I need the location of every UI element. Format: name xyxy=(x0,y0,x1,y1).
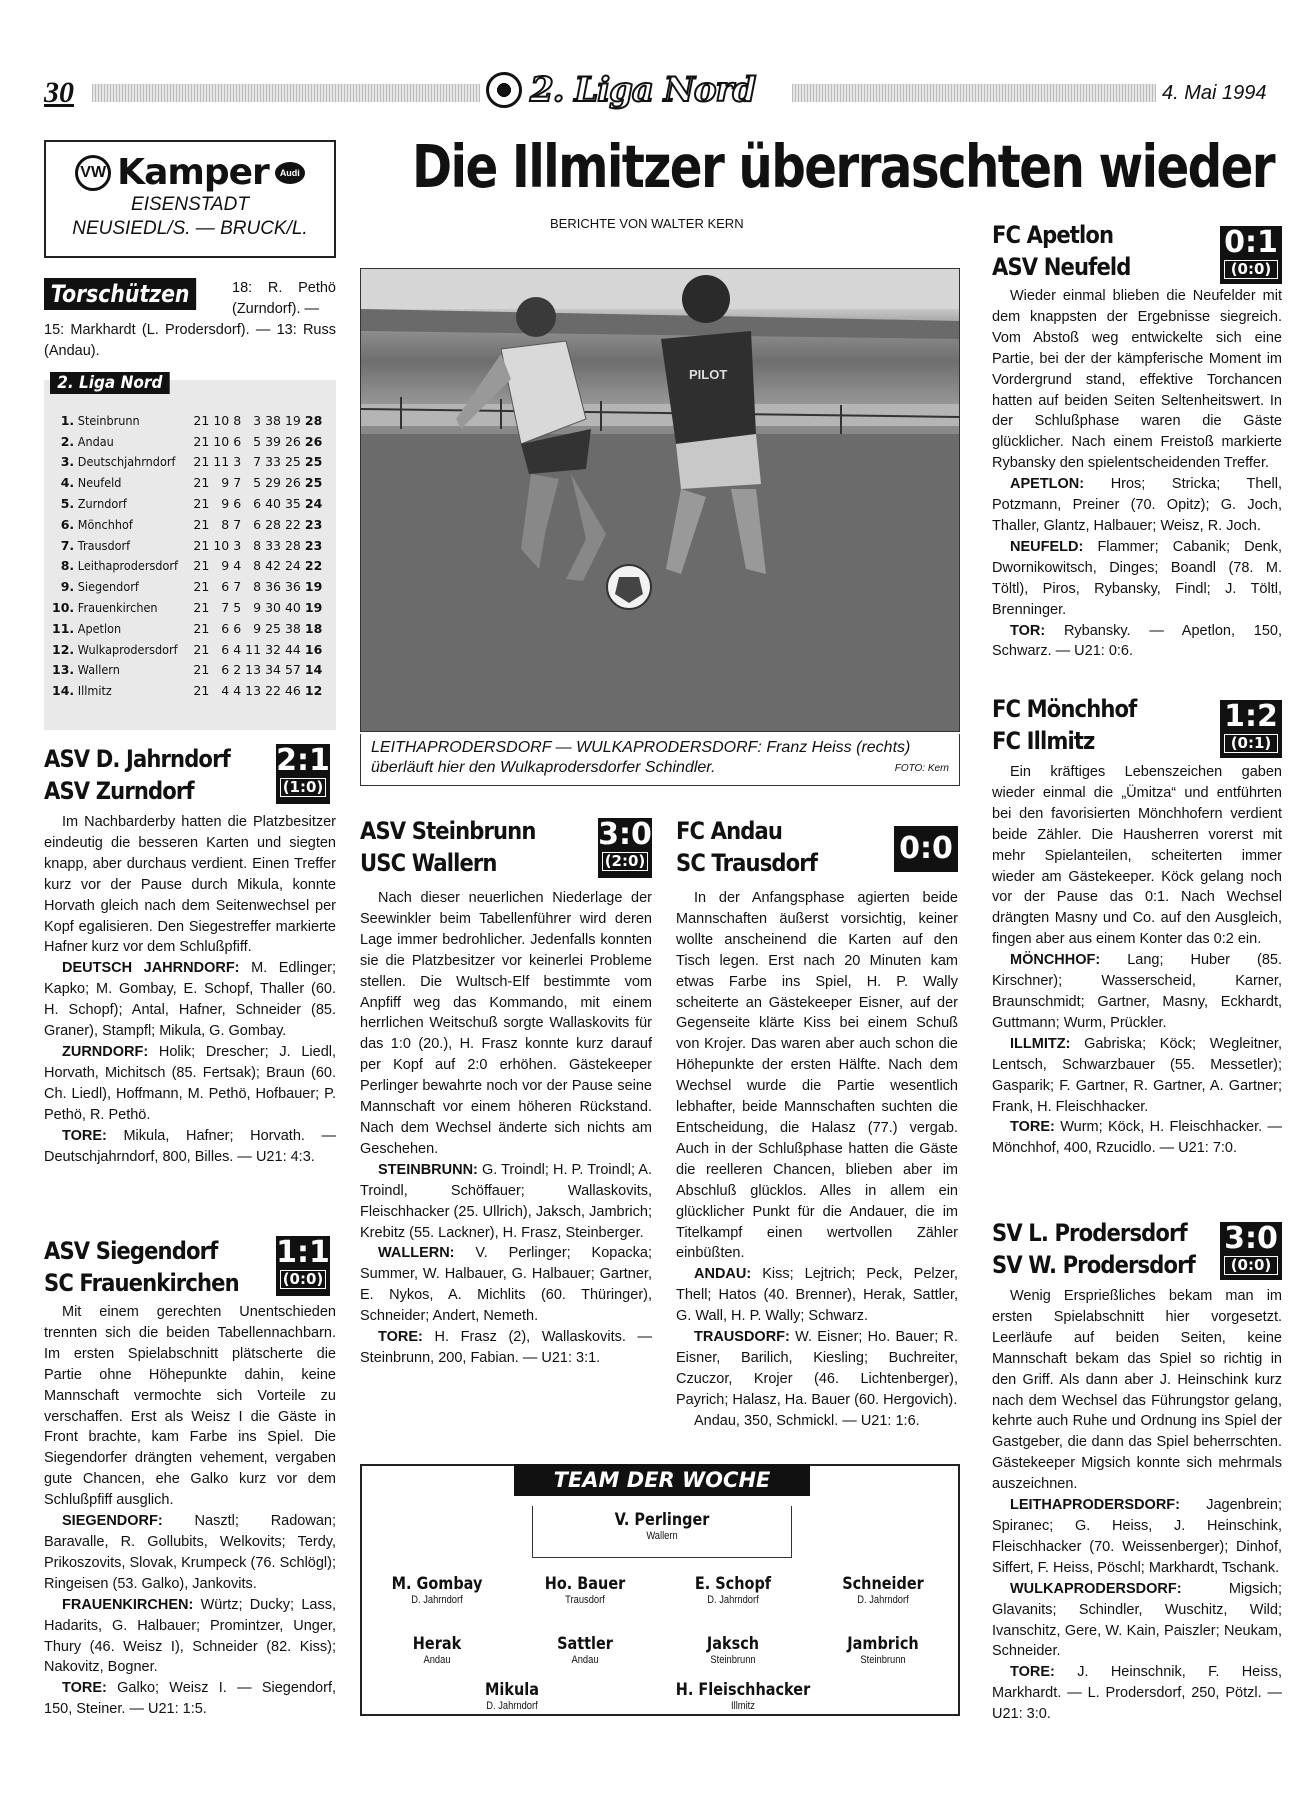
table-cell: 22 xyxy=(284,516,301,532)
m3-report xyxy=(360,888,652,1369)
m3-team2: USC Wallern xyxy=(360,849,497,877)
table-cell: 25 xyxy=(304,454,323,470)
table-cell: 19 xyxy=(304,600,323,616)
table-cell: 21 xyxy=(193,412,210,428)
table-cell: 35 xyxy=(284,496,301,512)
player-name: V. Perlinger xyxy=(614,1510,710,1530)
table-cell: 14 xyxy=(304,662,323,678)
table-cell: 23 xyxy=(304,537,323,553)
table-cell: 21 xyxy=(193,516,210,532)
table-cell: 9 xyxy=(253,620,262,636)
table-cell: 36 xyxy=(284,579,301,595)
m3-team1: ASV Steinbrunn xyxy=(360,817,536,845)
player-name: Herak xyxy=(412,1634,462,1654)
player-club: Trausdorf xyxy=(565,1594,605,1606)
table-cell: 4 xyxy=(233,558,242,574)
m7-team1: SV L. Prodersdorf xyxy=(992,1219,1187,1247)
table-row xyxy=(50,514,324,535)
m3-text: Nach dieser neuerlichen Niederlage der Seewinkler beim Tabellenführer wird deren Lage immer bedrohlicher. Jedenfalls konnten sie die Platzbesitzer vor keinerlei Probleme stellen. Die Wultsch-Elf bestimmte vom Anpfiff weg das Kommando, mit einem herrlichen Weitschuß sorgte Wallaskovits für das 1:0 (20.), H. Frasz konnte kurz darauf per Kopf auf 2:0 erhöhen. Gästekeeper Perlinger bewahrte noch vor der Pause seine Mannschaft vor einem höheren Rückstand. Nach dem Wechsel änderte sich nichts am Geschehen. xyxy=(360,890,652,1157)
table-cell: 11. xyxy=(52,620,75,636)
table-cell: 19 xyxy=(304,579,323,595)
table-cell: 21 xyxy=(193,475,210,491)
m1-lineup1-head: DEUTSCH JAHRNDORF: xyxy=(62,960,240,977)
m3-lineup2-head: WALLERN: xyxy=(378,1245,455,1262)
team-player xyxy=(819,1574,947,1606)
table-cell: 8 xyxy=(233,412,242,428)
m5-halftime: (0:0) xyxy=(1224,260,1278,279)
table-row xyxy=(50,639,324,660)
table-cell: 42 xyxy=(265,558,281,574)
m5-report xyxy=(992,286,1282,662)
match-photo xyxy=(360,268,960,732)
table-cell: 21 xyxy=(193,433,210,449)
m3-lineup1: G. Troindl; H. P. Troindl; A. Troindl, Schöffauer; Wallaskovits, Fleischhacker (25. Ullrich), Jaksch, Jambrich; Krebitz (55. Lackner), H. Frasz, Steinberger. xyxy=(360,1161,652,1241)
byline: BERICHTE VON WALTER KERN xyxy=(550,216,744,231)
m7-goals-head: TORE: xyxy=(1010,1664,1055,1681)
m2-lineup2-head: FRAUENKIRCHEN: xyxy=(62,1596,194,1613)
table-cell: 30 xyxy=(265,600,281,616)
m6-goals-head: TORE: xyxy=(1010,1119,1055,1136)
table-cell: 29 xyxy=(265,475,281,491)
audi-logo-icon: Audi xyxy=(275,162,305,184)
table-cell: 2 xyxy=(233,662,242,678)
m7-text: Wenig Ersprießliches bekam man im ersten Spielabschnitt hier vorgesetzt. Leerläufe auf beiden Seiten, keine Mannschaft bekam das Spiel so richtig in den Griff. Als dann aber J. Heinschink kurz nach dem Wechsel das Führungstor gelang, kehrte auch Ruhe und Ordnung ins Spiel der Gastgeber, die dann das Spiel beherrschten. Gästekeeper Migsich konnte sich mehrmals auszeichnen. xyxy=(992,1288,1282,1493)
team-player xyxy=(373,1574,501,1606)
table-cell: 8 xyxy=(253,537,262,553)
m6-score: 1:2 (0:1) xyxy=(1220,700,1282,758)
team-player xyxy=(669,1574,797,1606)
table-cell: 6 xyxy=(233,496,242,512)
team-player xyxy=(521,1634,649,1666)
player-name: Sattler xyxy=(557,1634,613,1654)
m5-goals-head: TOR: xyxy=(1010,622,1046,639)
table-cell: 9 xyxy=(221,475,230,491)
table-cell: 18 xyxy=(304,620,323,636)
table-row xyxy=(50,556,324,577)
m3-goals-head: TORE: xyxy=(378,1329,423,1346)
table-cell: 6. xyxy=(60,516,75,532)
m2-lineup1: Nasztl; Radowan; Baravalle, R. Gollubits, Welkovits; Terdy, Prikoszovits, Slovak, Krumpeck (76. Schlögl); Ringeisen (53. Galko), Jankovits. xyxy=(44,1513,336,1592)
m4-team2: SC Trausdorf xyxy=(676,849,818,877)
m2-halftime: (0:0) xyxy=(280,1270,326,1289)
player-club: Andau xyxy=(423,1654,451,1666)
scorers-text-2: 15: Markhardt (L. Prodersdorf). — 13: Russ (Andau). xyxy=(44,322,336,359)
m1-lineup1: M. Edlinger; Kapko; M. Gombay, E. Schopf, Thaller (60. H. Schopf); Antal, Hafner, Schneider (85. Graner), Stampfl; Mikula, G. Gombay. xyxy=(44,960,336,1040)
m5-lineup2-head: NEUFELD: xyxy=(1010,538,1084,555)
m4-goals: Andau, 350, Schmickl. — U21: 1:6. xyxy=(694,1412,920,1429)
m2-goals: Galko; Weisz I. — Siegendorf, 150, Steiner. — U21: 1:5. xyxy=(44,1680,337,1718)
table-cell: 26 xyxy=(304,433,323,449)
table-cell: 6 xyxy=(233,620,242,636)
table-cell: 3 xyxy=(253,412,262,428)
table-cell: 21 xyxy=(193,683,210,699)
team-player xyxy=(598,1510,726,1542)
table-cell: 6 xyxy=(253,516,262,532)
table-cell: 5 xyxy=(233,600,242,616)
table-cell: 21 xyxy=(193,620,210,636)
team-player xyxy=(448,1680,576,1712)
table-cell: 9 xyxy=(221,558,230,574)
table-row xyxy=(50,472,324,493)
m5-team1: FC Apetlon xyxy=(992,221,1114,249)
m7-lineup1: Jagenbrein; Spiranec; G. Heiss, J. Heinschink, Fleischhacker (70. Weissenberger); Dinhof, Siffert, F. Heiss, Pöschl; Markhardt, Tschank. xyxy=(992,1497,1282,1576)
m1-score: 2:1 (1:0) xyxy=(276,744,330,804)
m4-lineup2: W. Eisner; Ho. Bauer; R. Eisner, Barilich, Kiesling; Buchreiter, Czuczor, Krojer (46. Lichtenberger), Payrich; Halasz, Ha. Bauer (60. Hergovich). xyxy=(676,1329,958,1408)
table-cell: 1. xyxy=(60,412,75,428)
table-team: Zurndorf xyxy=(77,496,127,512)
table-cell: 46 xyxy=(284,683,301,699)
player-club: Wallern xyxy=(646,1530,678,1542)
table-cell: 7 xyxy=(221,600,230,616)
table-cell: 7 xyxy=(233,579,242,595)
table-cell: 7 xyxy=(233,475,242,491)
m6-text: Ein kräftiges Lebenszeichen gaben wieder einmal die „Ümitza“ und entführten bei den favorisierten Mönchhofern verdient beide Zähler. Die Hausherren vorerst mit mehr Spielanteilen, scheiterten immer wieder am Gästekeeper. Köck gelang noch vor der Pause das 0:1. Nach Wechsel drängten Masny und Co. auf den Ausgleich, fingen aber aus einem Konter das 0:2 ein. xyxy=(992,764,1282,948)
table-team: Neufeld xyxy=(77,475,122,491)
m7-lineup1-head: LEITHAPRODERSDORF: xyxy=(1010,1497,1180,1514)
table-cell: 26 xyxy=(284,433,301,449)
table-title: 2. Liga Nord xyxy=(50,372,170,394)
m2-lineup2: Würtz; Ducky; Lass, Hadarits, G. Halbauer; Promintzer, Unger, Thury (46. Weisz I), Schneider (82. Kiss); Nakovitz, Bogner. xyxy=(44,1596,336,1676)
m2-text: Mit einem gerechten Unentschieden trennten sich die beiden Tabellennachbarn. Im ersten Spielabschnitt plätscherte die Partie ohne Höhepunkte dahin, keine Mannschaft vermochte sich Vorteile zu verschaffen. Erst als Weisz I die Gäste in Front brachte, kam Farbe ins Spiel. Die Siegendorfer drängten vehement, vergaben gute Chancen, ehe Galko kurz vor dem Schlußpfiff ausglich. xyxy=(44,1304,336,1509)
table-cell: 21 xyxy=(193,537,210,553)
scorers-title: Torschützen xyxy=(44,278,196,310)
vw-logo-icon: VW xyxy=(75,155,111,191)
m6-goals: Wurm; Köck, H. Fleischhacker. — Mönchhof, 400, Rzucidlo. — U21: 7:0. xyxy=(992,1119,1282,1157)
table-team: Wulkaprodersdorf xyxy=(77,641,178,657)
table-cell: 6 xyxy=(221,641,230,657)
table-cell: 11 xyxy=(245,641,262,657)
table-row xyxy=(50,660,324,681)
table-cell: 23 xyxy=(304,516,323,532)
table-team: Leithaprodersdorf xyxy=(77,558,179,574)
table-cell: 9 xyxy=(221,496,230,512)
table-cell: 57 xyxy=(284,662,301,678)
table-cell: 26 xyxy=(284,475,301,491)
football-icon xyxy=(486,72,522,108)
table-cell: 21 xyxy=(193,496,210,512)
table-cell: 8 xyxy=(221,516,230,532)
table-cell: 10 xyxy=(213,537,230,553)
table-cell: 28 xyxy=(265,516,281,532)
m5-lineup1: Hros; Stricka; Thell, Potzmann, Preiner (70. Opitz); G. Joch, Thaller, Glantz, Halbauer; Weisz, R. Joch. xyxy=(992,476,1282,534)
headline: Die Illmitzer überraschten wieder xyxy=(412,132,1275,201)
m2-team1: ASV Siegendorf xyxy=(44,1237,218,1265)
team-player xyxy=(521,1574,649,1606)
table-team: Trausdorf xyxy=(77,537,131,553)
photo-caption xyxy=(360,734,960,786)
sponsor-city: EISENSTADT xyxy=(131,194,249,215)
table-cell: 7 xyxy=(233,516,242,532)
table-team: Apetlon xyxy=(77,620,122,636)
table-row xyxy=(50,576,324,597)
table-row xyxy=(50,618,324,639)
table-cell: 8 xyxy=(253,558,262,574)
table-cell: 9 xyxy=(253,600,262,616)
team-player xyxy=(819,1634,947,1666)
table-cell: 6 xyxy=(221,620,230,636)
player-name: E. Schopf xyxy=(694,1574,772,1594)
table-cell: 13 xyxy=(245,662,262,678)
table-row xyxy=(50,597,324,618)
m7-lineup2: Migsich; Glavanits; Schindler, Wuschitz, Wild; Ivanschitz, Gere, W. Kain, Paiszler; Neukam, Schneider. xyxy=(992,1580,1282,1660)
m7-score: 3:0 (0:0) xyxy=(1220,1222,1282,1280)
player-name: Jaksch xyxy=(706,1634,760,1654)
table-cell: 38 xyxy=(265,412,281,428)
m7-report xyxy=(992,1286,1282,1725)
header-rule-right xyxy=(792,84,1156,102)
m4-team1: FC Andau xyxy=(676,817,783,845)
table-cell: 10. xyxy=(52,600,75,616)
table-cell: 10 xyxy=(213,433,230,449)
m1-halftime: (1:0) xyxy=(280,778,326,797)
m4-report xyxy=(676,888,958,1432)
caption-text: LEITHAPRODERSDORF — WULKAPRODERSDORF: Franz Heiss (rechts) überläuft hier den Wulkaprodersdorfer Schindler. xyxy=(371,739,911,776)
m5-goals: Rybansky. — Apetlon, 150, Schwarz. — U21: 0:6. xyxy=(992,622,1282,660)
table-cell: 40 xyxy=(265,496,281,512)
table-team: Siegendorf xyxy=(77,579,139,595)
table-cell: 21 xyxy=(193,579,210,595)
m2-team2: SC Frauenkirchen xyxy=(44,1269,239,1297)
m3-goals: H. Frasz (2), Wallaskovits. — Steinbrunn, 200, Fabian. — U21: 3:1. xyxy=(360,1329,652,1366)
table-cell: 5 xyxy=(253,433,262,449)
m7-team2: SV W. Prodersdorf xyxy=(992,1251,1195,1279)
table-cell: 21 xyxy=(193,454,210,470)
table-cell: 39 xyxy=(265,433,281,449)
table-cell: 19 xyxy=(284,412,301,428)
m5-text: Wieder einmal blieben die Neufelder mit dem knappsten der Ergebnisse siegreich. Vom Abstoß weg entwickelte sich eine Partie, bei der der kämpferische Moment im Vordergrund stand, effektive Torchancen hatten auf beiden Seiten Seltenheitswert. In der Schlußphase waren die Gäste glücklicher. Nach einem Freistoß markierte Rybansky den spielentscheidenden Treffer. xyxy=(992,288,1282,472)
photo-illustration xyxy=(361,269,960,732)
table-cell: 21 xyxy=(193,662,210,678)
m3-score: 3:0 (2:0) xyxy=(598,818,652,878)
team-player xyxy=(669,1634,797,1666)
player-club: Andau xyxy=(571,1654,599,1666)
m4-text: In der Anfangsphase agierten beide Mannschaften äußerst vorsichtig, keiner wollte anscheinend die Karten auf den Tisch legen. Erst nach 20 Minuten kam etwas Farbe ins Spiel, H. P. Wally scheiterte an Gästekeeper Eisner, auf der Gegenseite klärte Kiss bei einem Schuß von Krojer. Das waren aber auch schon die Höhepunkte der ersten Hälfte. Nach dem Wechsel wurde die Partie wesentlich lebhafter, beide Mannschaften suchten die Entscheidung, die Halasz (77.) vergab. Auch in der Schlußphase hatten die Gäste die reelleren Chancen, blieben aber im Abschluß glücklos. Alles in allem ein glücklicher Punkt für die Andauer, die im Titelkampf einen wertvollen Zähler einbüßten. xyxy=(676,890,958,1262)
table-cell: 12 xyxy=(304,683,323,699)
player-name: Schneider xyxy=(842,1574,924,1594)
m6-halftime: (0:1) xyxy=(1224,734,1278,753)
m6-team1: FC Mönchhof xyxy=(992,695,1137,723)
league-logo xyxy=(486,70,755,110)
table-cell: 3. xyxy=(60,454,75,470)
table-cell: 6 xyxy=(221,662,230,678)
table-cell: 34 xyxy=(265,662,281,678)
table-cell: 12. xyxy=(52,641,75,657)
player-club: D. Jahrndorf xyxy=(411,1594,463,1606)
table-cell: 25 xyxy=(304,475,323,491)
m5-lineup1-head: APETLON: xyxy=(1010,476,1085,493)
team-player xyxy=(671,1680,816,1712)
table-cell: 22 xyxy=(265,683,281,699)
team-title: TEAM DER WOCHE xyxy=(514,1464,810,1496)
m1-team1: ASV D. Jahrndorf xyxy=(44,745,230,773)
league-table xyxy=(50,410,324,701)
team-player xyxy=(373,1634,501,1666)
table-row xyxy=(50,452,324,473)
table-cell: 21 xyxy=(193,641,210,657)
m6-lineup2: Gabriska; Köck; Wegleitner, Lentsch, Schwarzbauer (55. Messetler); Gasparik; F. Gartner, R. Gartner, A. Gartner; Frank, H. Fleischhacker. xyxy=(992,1035,1282,1115)
m3-lineup1-head: STEINBRUNN: xyxy=(378,1161,478,1178)
m5-lineup2: Flammer; Cabanik; Denk, Dwornikowitsch, Dinges; Boandl (78. M. Töltl), Piros, Rybansky, Findl; J. Töltl, Brenninger. xyxy=(992,538,1282,618)
m7-lineup2-head: WULKAPRODERSDORF: xyxy=(1010,1580,1182,1597)
table-cell: 8 xyxy=(253,579,262,595)
table-cell: 4 xyxy=(233,641,242,657)
table-cell: 5. xyxy=(60,496,75,512)
table-row xyxy=(50,493,324,514)
table-cell: 33 xyxy=(265,537,281,553)
photo-credit: FOTO: Kern xyxy=(894,763,949,774)
table-cell: 3 xyxy=(233,537,242,553)
table-cell: 21 xyxy=(193,600,210,616)
m1-lineup2: Holik; Drescher; J. Liedl, Horvath, Michitsch (85. Fertsak); Braun (60. Ch. Liedl), Hoffmann, M. Pethö, Hofbauer; P. Pethö, R. Pethö. xyxy=(44,1043,337,1123)
table-cell: 11 xyxy=(213,454,230,470)
table-cell: 7. xyxy=(60,537,75,553)
sponsor-box xyxy=(44,140,336,258)
table-row xyxy=(50,680,324,701)
page-number: 30 xyxy=(44,76,74,109)
player-club: D. Jahrndorf xyxy=(486,1700,538,1712)
table-row xyxy=(50,431,324,452)
m2-score: 1:1 (0:0) xyxy=(276,1236,330,1296)
m2-lineup1-head: SIEGENDORF: xyxy=(62,1513,163,1530)
table-team: Andau xyxy=(77,433,114,449)
table-cell: 2. xyxy=(60,433,75,449)
m3-lineup2: V. Perlinger; Kopacka; Summer, W. Halbauer, G. Halbauer; Gartner, E. Nykos, A. Michlits (60. Thüringer), Schneider; Andert, Nemeth. xyxy=(360,1245,652,1325)
m1-report xyxy=(44,812,336,1167)
table-cell: 13. xyxy=(52,662,75,678)
m6-lineup1-head: MÖNCHHOF: xyxy=(1010,952,1101,969)
table-cell: 33 xyxy=(265,454,281,470)
table-team: Deutschjahrndorf xyxy=(77,454,176,470)
m6-team2: FC Illmitz xyxy=(992,727,1095,755)
m2-report xyxy=(44,1302,336,1720)
table-cell: 6 xyxy=(233,433,242,449)
m1-lineup2-head: ZURNDORF: xyxy=(62,1043,149,1060)
player-club: Steinbrunn xyxy=(860,1654,906,1666)
player-name: Mikula xyxy=(485,1680,539,1700)
league-title: 2. Liga Nord xyxy=(530,70,756,110)
player-name: H. Fleischhacker xyxy=(675,1680,811,1700)
m2-goals-head: TORE: xyxy=(62,1680,107,1697)
table-cell: 32 xyxy=(265,641,281,657)
table-cell: 24 xyxy=(304,496,323,512)
table-cell: 28 xyxy=(304,412,323,428)
table-cell: 44 xyxy=(284,641,301,657)
table-cell: 5 xyxy=(253,475,262,491)
header-rule-left xyxy=(92,84,480,102)
table-cell: 40 xyxy=(284,600,301,616)
player-club: D. Jahrndorf xyxy=(707,1594,759,1606)
player-name: Ho. Bauer xyxy=(544,1574,626,1594)
player-club: Steinbrunn xyxy=(710,1654,756,1666)
m6-lineup2-head: ILLMITZ: xyxy=(1010,1035,1071,1052)
table-team: Mönchhof xyxy=(77,516,133,532)
table-cell: 21 xyxy=(193,558,210,574)
table-cell: 13 xyxy=(245,683,262,699)
m4-lineup2-head: TRAUSDORF: xyxy=(694,1329,790,1346)
table-cell: 16 xyxy=(304,641,323,657)
table-cell: 3 xyxy=(233,454,242,470)
table-cell: 7 xyxy=(253,454,262,470)
player-club: D. Jahrndorf xyxy=(857,1594,909,1606)
m1-text: Im Nachbarderby hatten die Platzbesitzer eindeutig die besseren Karten und siegten knapp, aber durchaus verdient. Einen Treffer kurz vor der Pause durch Mikula, konnte Horvath gleich nach dem Seitenwechsel per Kopf egalisieren. Den Siegestreffer markierte Hafner kurz vor dem Schlußpfiff. xyxy=(44,814,336,956)
table-team: Illmitz xyxy=(77,683,112,699)
table-cell: 24 xyxy=(284,558,301,574)
m6-lineup1: Lang; Huber (85. Kirschner); Wasserscheid, Karner, Braunschmidt; Gartner, Masny, Eckhardt, Guttmann; Wurm, Prückler. xyxy=(992,952,1283,1031)
sponsor-name: Kamper xyxy=(117,152,269,193)
issue-date: 4. Mai 1994 xyxy=(1162,82,1267,104)
player-name: Jambrich xyxy=(847,1634,919,1654)
table-cell: 38 xyxy=(284,620,301,636)
table-team: Frauenkirchen xyxy=(77,600,158,616)
table-cell: 36 xyxy=(265,579,281,595)
m7-goals: J. Heinschnik, F. Heiss, Markhardt. — L. Prodersdorf, 250, Pötzl. — U21: 3:0. xyxy=(992,1664,1282,1723)
m7-halftime: (0:0) xyxy=(1224,1256,1278,1275)
m6-report xyxy=(992,762,1282,1159)
table-cell: 25 xyxy=(265,620,281,636)
table-cell: 9. xyxy=(60,579,75,595)
jersey-text: PILOT xyxy=(689,367,728,382)
table-team: Wallern xyxy=(77,662,120,678)
table-cell: 6 xyxy=(221,579,230,595)
table-cell: 28 xyxy=(284,537,301,553)
table-cell: 22 xyxy=(304,558,323,574)
table-cell: 4 xyxy=(221,683,230,699)
m3-halftime: (2:0) xyxy=(602,852,648,871)
m5-score: 0:1 (0:0) xyxy=(1220,226,1282,284)
table-cell: 10 xyxy=(213,412,230,428)
m4-lineup1-head: ANDAU: xyxy=(694,1266,752,1283)
player-club: Illmitz xyxy=(731,1700,755,1712)
team-of-the-week xyxy=(360,1464,960,1716)
m4-score: 0:0 xyxy=(894,826,958,872)
m4-lineup1: Kiss; Lejtrich; Peck, Pelzer, Thell; Hatos (40. Brenner), Herak, Sattler, G. Wall, H. P. Wally; Schwarz. xyxy=(676,1266,959,1325)
table-cell: 6 xyxy=(253,496,262,512)
table-cell: 4 xyxy=(233,683,242,699)
table-cell: 25 xyxy=(284,454,301,470)
table-cell: 14. xyxy=(52,683,75,699)
table-row xyxy=(50,535,324,556)
m1-goals-head: TORE: xyxy=(62,1127,107,1144)
table-cell: 8. xyxy=(60,558,75,574)
m1-team2: ASV Zurndorf xyxy=(44,777,194,805)
table-row xyxy=(50,410,324,431)
sponsor-locations: NEUSIEDL/S. — BRUCK/L. xyxy=(72,218,308,239)
scorers-text-1: 18: R. Pethö (Zurndorf). — xyxy=(232,280,336,317)
m5-team2: ASV Neufeld xyxy=(992,253,1131,281)
table-cell: 4. xyxy=(60,475,75,491)
m1-goals: Mikula, Hafner; Horvath. — Deutschjahrndorf, 800, Billes. — U21: 4:3. xyxy=(44,1127,336,1165)
table-team: Steinbrunn xyxy=(77,412,140,428)
player-name: M. Gombay xyxy=(391,1574,483,1594)
